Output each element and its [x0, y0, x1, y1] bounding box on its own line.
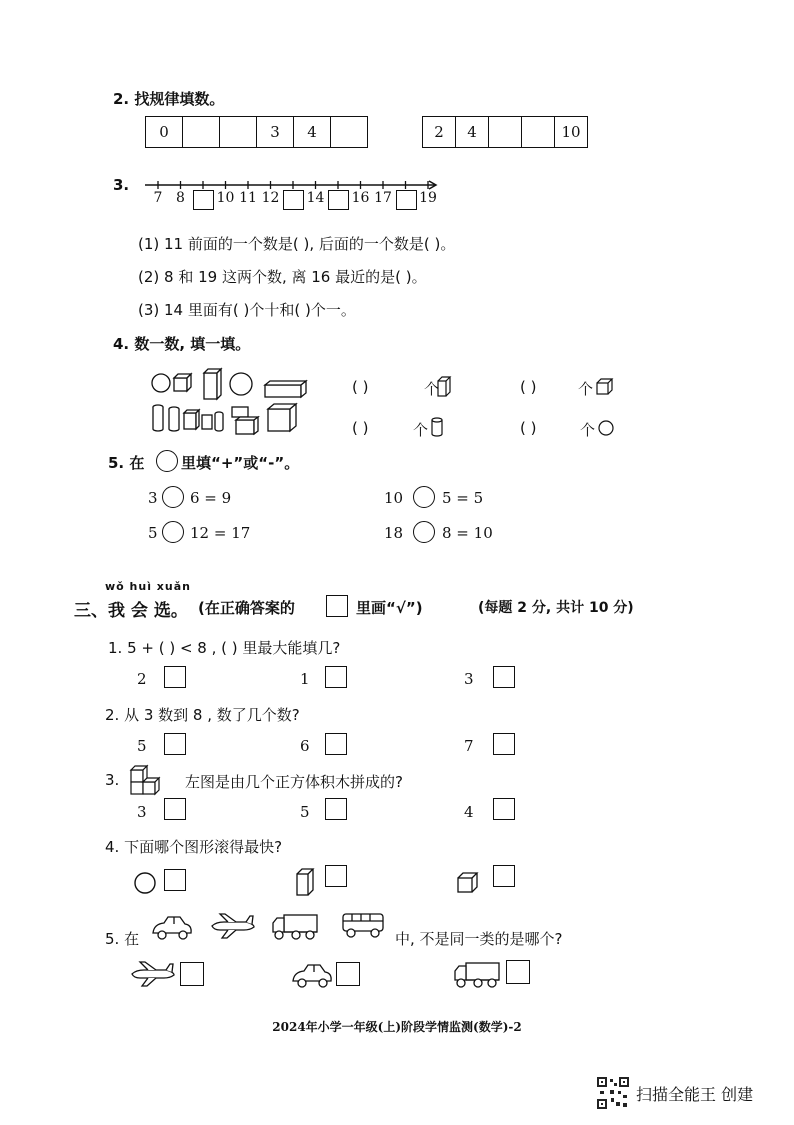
number-line-label: 16 — [351, 190, 370, 206]
option-label: 7 — [464, 737, 474, 755]
q3-sub2: (2) 8 和 19 这两个数, 离 16 最近的是( )。 — [138, 268, 427, 286]
choice-3-question: 左图是由几个正方体积木拼成的? — [185, 773, 403, 791]
option-label: 6 — [300, 737, 310, 755]
operator-blank[interactable] — [162, 521, 184, 543]
option-label: 4 — [464, 803, 474, 821]
answer-checkbox[interactable] — [493, 666, 515, 688]
choice-4-question: 4. 下面哪个图形滚得最快? — [105, 838, 283, 856]
option-label: 3 — [464, 670, 474, 688]
sequence-cell[interactable]: 2 — [423, 117, 456, 147]
scanner-watermark: 扫描全能王 创建 — [636, 1085, 754, 1104]
option-label: 5 — [300, 803, 310, 821]
choice-2-question: 2. 从 3 数到 8 , 数了几个数? — [105, 706, 300, 724]
eq-operand: 5 — [148, 524, 158, 542]
sphere-icon — [133, 870, 159, 896]
cube-icon — [595, 377, 615, 397]
choice-1-question: 1. 5 + ( ) < 8 , ( ) 里最大能填几? — [108, 639, 341, 657]
eq-rest: 8 = 10 — [442, 524, 493, 542]
sequence-cell[interactable]: 3 — [257, 117, 294, 147]
number-line-label: 14 — [306, 190, 325, 206]
sequence-cell[interactable] — [220, 117, 257, 147]
q5-label-prefix: 5. 在 — [108, 454, 145, 472]
sequence-cell[interactable]: 10 — [561, 123, 581, 141]
eq-rest: 5 = 5 — [442, 489, 484, 507]
q5-label-suffix: 里填“+”或“-”。 — [181, 454, 300, 472]
section-score: (每题 2 分, 共计 10 分) — [478, 600, 634, 616]
answer-checkbox[interactable] — [325, 733, 347, 755]
pattern-sequence-1 — [145, 116, 368, 148]
number-line-label: 12 — [261, 190, 280, 206]
answer-checkbox[interactable] — [506, 960, 530, 984]
truck-icon — [270, 912, 320, 942]
count-unit: 个 — [578, 380, 594, 398]
cylinder-icon — [430, 416, 444, 438]
number-line-blank[interactable] — [283, 190, 304, 210]
q3-sub1: (1) 11 前面的一个数是( ), 后面的一个数是( )。 — [138, 235, 456, 253]
cuboid-icon — [436, 376, 452, 398]
section-instruction-prefix: (在正确答案的 — [198, 599, 295, 617]
q3-sub3: (3) 14 里面有( )个十和( )个一。 — [138, 301, 356, 319]
section-instruction-suffix: 里画“√”) — [356, 599, 423, 617]
count-paren-cube[interactable]: ( ) — [520, 378, 537, 396]
sequence-cell[interactable] — [183, 117, 220, 147]
answer-checkbox[interactable] — [164, 798, 186, 820]
number-line-label: 19 — [419, 190, 437, 206]
eq-operand: 18 — [384, 524, 404, 542]
section-pinyin: wǒ huì xuǎn — [105, 580, 191, 593]
option-label: 2 — [137, 670, 147, 688]
choice-5-prefix: 5. 在 — [105, 930, 140, 948]
number-line-label: 11 — [239, 190, 257, 206]
sequence-cell[interactable]: 4 — [456, 117, 489, 147]
bus-icon — [340, 910, 386, 940]
airplane-icon — [210, 912, 256, 940]
count-unit: 个 — [413, 421, 429, 439]
answer-checkbox[interactable] — [180, 962, 204, 986]
option-label: 5 — [137, 737, 147, 755]
cuboid-icon — [294, 866, 318, 898]
operator-circle-icon — [156, 450, 178, 472]
car-icon — [150, 914, 194, 942]
q4-label: 4. 数一数, 填一填。 — [113, 335, 251, 353]
qr-code-icon — [596, 1076, 630, 1110]
count-paren-cuboid[interactable]: ( ) — [352, 378, 369, 396]
solid-shapes-group — [150, 365, 310, 440]
answer-box-icon — [326, 595, 348, 617]
cube-icon — [455, 870, 481, 896]
count-paren-sphere[interactable]: ( ) — [520, 419, 537, 437]
eq-rest: 6 = 9 — [190, 489, 232, 507]
answer-checkbox[interactable] — [325, 798, 347, 820]
sequence-cell[interactable]: 0 — [146, 117, 183, 147]
number-line-blank[interactable] — [396, 190, 417, 210]
number-line-blank[interactable] — [328, 190, 349, 210]
option-label: 3 — [137, 803, 147, 821]
answer-checkbox[interactable] — [493, 798, 515, 820]
airplane-icon — [130, 960, 176, 988]
sphere-icon — [597, 419, 615, 437]
choice-5-question: 中, 不是同一类的是哪个? — [395, 930, 563, 948]
q2-label: 2. 找规律填数。 — [113, 90, 225, 108]
number-line-label: 10 — [216, 190, 235, 206]
number-line-label: 17 — [374, 190, 392, 206]
sequence-cell[interactable] — [522, 117, 555, 147]
car-icon — [290, 962, 334, 990]
answer-checkbox[interactable] — [493, 865, 515, 887]
sequence-cell[interactable]: 4 — [294, 117, 331, 147]
answer-checkbox[interactable] — [164, 733, 186, 755]
choice-3-number: 3. — [105, 771, 120, 789]
page-footer: 2024年小学一年级(上)阶段学情监测(数学)-2 — [272, 1020, 522, 1034]
operator-blank[interactable] — [413, 521, 435, 543]
option-label: 1 — [300, 670, 310, 688]
operator-blank[interactable] — [162, 486, 184, 508]
sequence-cell[interactable] — [489, 117, 522, 147]
count-paren-cylinder[interactable]: ( ) — [352, 419, 369, 437]
number-line-blank[interactable] — [193, 190, 214, 210]
pattern-sequence-2 — [422, 116, 588, 148]
answer-checkbox[interactable] — [325, 666, 347, 688]
count-unit: 个 — [580, 421, 596, 439]
answer-checkbox[interactable] — [164, 666, 186, 688]
answer-checkbox[interactable] — [325, 865, 347, 887]
eq-rest: 12 = 17 — [190, 524, 251, 542]
eq-operand: 3 — [148, 489, 158, 507]
number-line-label: 7 — [153, 190, 163, 206]
count-unit: 个 — [424, 380, 440, 398]
q3-label: 3. — [113, 176, 130, 194]
answer-checkbox[interactable] — [493, 733, 515, 755]
sequence-cell[interactable] — [331, 117, 367, 147]
truck-icon — [452, 960, 502, 990]
operator-blank[interactable] — [413, 486, 435, 508]
number-line-label: 8 — [176, 190, 185, 206]
section-title: 三、我 会 选。 — [74, 601, 188, 621]
stacked-cubes-icon — [128, 764, 170, 800]
answer-checkbox[interactable] — [336, 962, 360, 986]
answer-checkbox[interactable] — [164, 869, 186, 891]
eq-operand: 10 — [384, 489, 404, 507]
